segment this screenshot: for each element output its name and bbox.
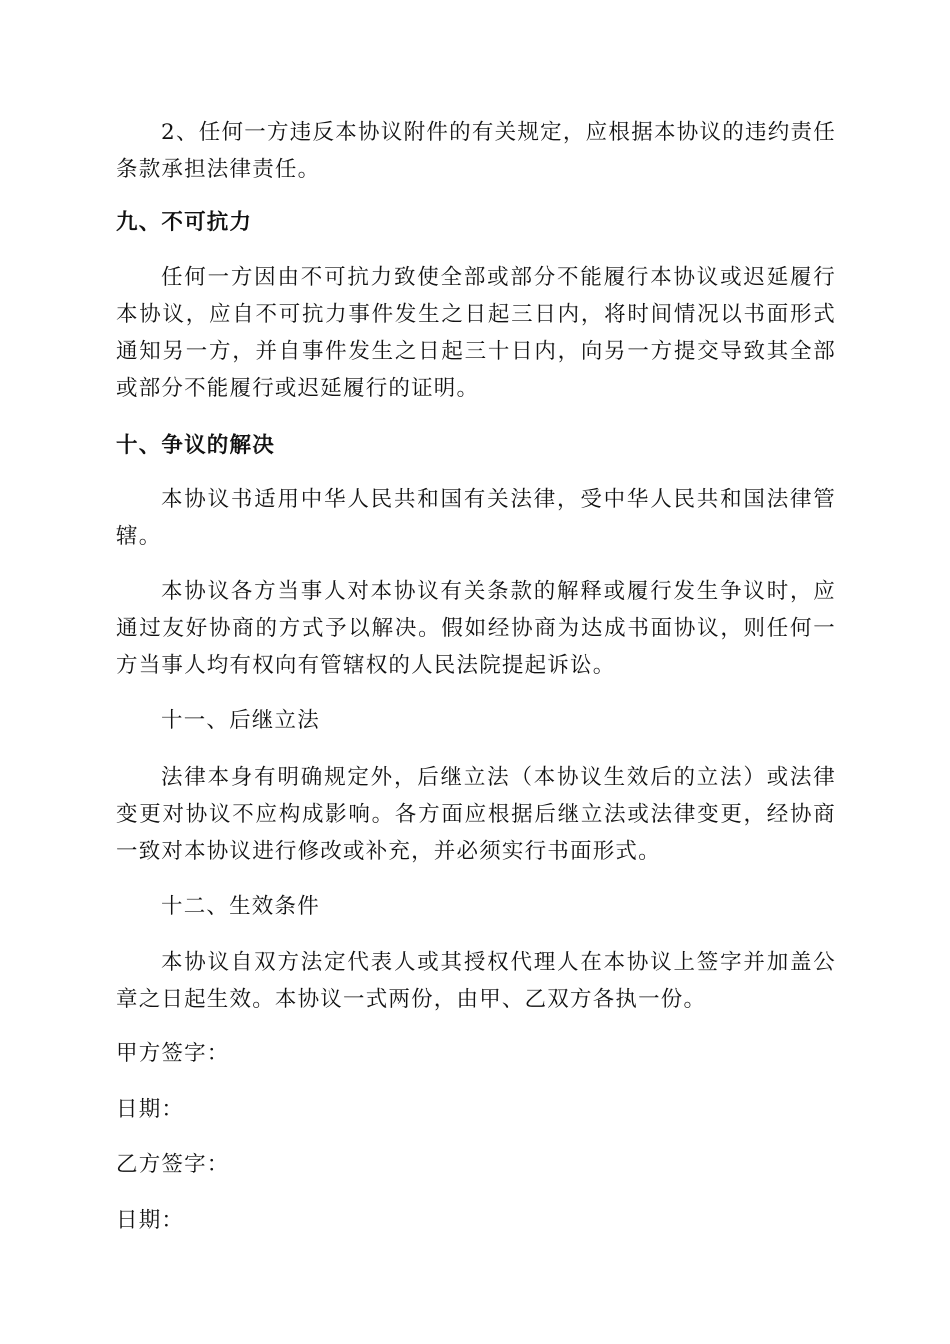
section-11-body: 法律本身有明确规定外，后继立法（本协议生效后的立法）或法律变更对协议不应构成影响。各方面应根据后继立法或法律变更，经协商一致对本协议进行修改或补充，并必须实行书面形式。: [116, 765, 836, 864]
party-b-date-label: 日期：: [116, 1208, 185, 1233]
paragraph-breach-liability: 2、任何一方违反本协议附件的有关规定，应根据本协议的违约责任条款承担法律责任。: [116, 120, 836, 182]
section-12-body: 本协议自双方法定代表人或其授权代理人在本协议上签字并加盖公章之日起生效。本协议一式两份，由甲、乙双方各执一份。: [116, 950, 836, 1012]
section-10-heading: 十、争议的解决: [116, 433, 275, 458]
party-a-date-label: 日期：: [116, 1097, 185, 1122]
section-9-body: 任何一方因由不可抗力致使全部或部分不能履行本协议或迟延履行本协议，应自不可抗力事件发生之日起三日内，将时间情况以书面形式通知另一方，并自事件发生之日起三十日内，向另一方提交导致其全部或部分不能履行或迟延履行的证明。: [116, 265, 836, 401]
section-9-heading: 九、不可抗力: [116, 210, 253, 235]
section-10-body-2: 本协议各方当事人对本协议有关条款的解释或履行发生争议时，应通过友好协商的方式予以解决。假如经协商为达成书面协议，则任何一方当事人均有权向有管辖权的人民法院提起诉讼。: [116, 579, 836, 678]
section-12-heading: 十二、生效条件: [161, 894, 320, 919]
party-b-signature-label: 乙方签字：: [116, 1152, 230, 1177]
party-a-signature-label: 甲方签字：: [116, 1041, 230, 1066]
section-11-heading: 十一、后继立法: [161, 708, 320, 733]
section-10-body-1: 本协议书适用中华人民共和国有关法律，受中华人民共和国法律管辖。: [116, 487, 836, 549]
